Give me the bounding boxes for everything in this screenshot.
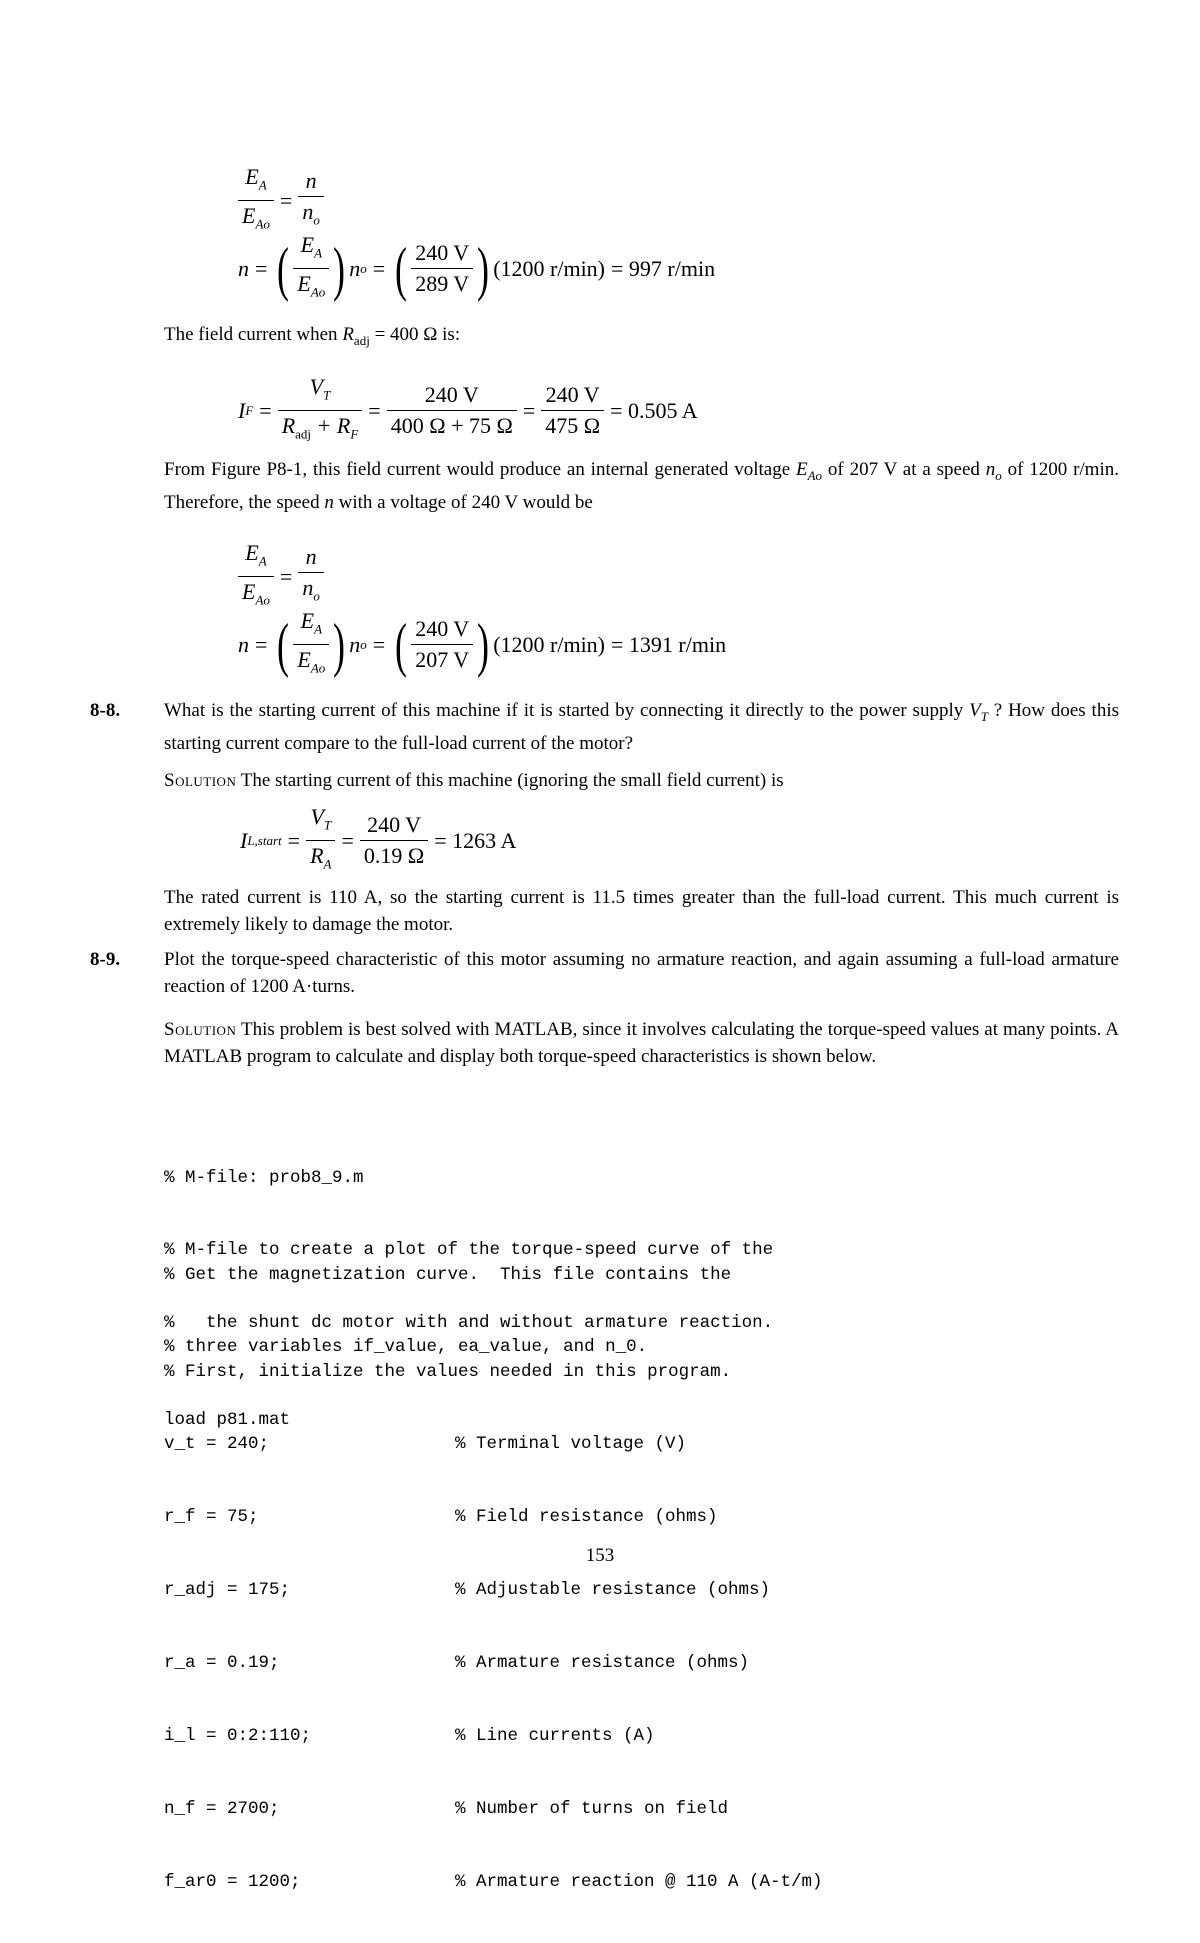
equation-ratio-2: $\frac{E_A}{E_{Ao}}$ = $\frac{n}{n_o}$ xyxy=(238,538,324,616)
problem-8-9-solution: Solution This problem is best solved with MATLAB, since it involves calculating the torque-speed values at many points. A MATLAB program to calculate and display both torque-speed characteristics is shown below. xyxy=(164,1019,1119,1067)
field-current-sentence: The field current when $R_{adj} = 400$ Ω is: xyxy=(164,324,461,348)
equation-ratio-1: $\frac{E_A}{E_{Ao}}$ = $\frac{n}{n_o}$ xyxy=(238,162,324,240)
problem-8-8-question: What is the starting current of this machine if it is started by connecting it directly to the power supply $V_T$ ? How does this starting current compare to the full-load current of the motor? xyxy=(164,700,1120,754)
solution-label: Solution xyxy=(164,770,237,791)
code-assignment-row: f_ar0 = 1200; % Armature reaction @ 110 A (A-t/m) xyxy=(164,1871,823,1892)
problem-8-8-solution: Solution The starting current of this machine (ignoring the small field current) is xyxy=(164,770,784,791)
problem-number-8-8: 8-8. xyxy=(90,700,121,721)
code-line: load p81.mat xyxy=(164,1410,291,1431)
problem-8-9-question: Plot the torque-speed characteristic of this motor assuming no armature reaction, and again assuming a full-load armature reaction of 1200 A·turns. xyxy=(164,949,1119,997)
problem-number-8-9: 8-9. xyxy=(90,949,121,970)
equation-starting-current: I L,start = $\frac{V_T}{R_A}$ = $\frac{240 V}{0.19 \Omega}$ = 1263 A xyxy=(240,804,517,872)
equation-speed-1391: n = ( $\frac{E_A}{E_{Ao}}$ ) n o = ( $\frac{240 V}{207 V}$ ) (1200 r/min) = 1391 r/min xyxy=(238,608,727,678)
code-line: % M-file to create a plot of the torque-speed curve of the xyxy=(164,1240,774,1261)
equation-speed-997: n = ( $\frac{E_A}{E_{Ao}}$ ) n o = ( $\frac{240 V}{289 V}$ ) (1200 r/min) = 997 r/min xyxy=(238,232,716,302)
matlab-code-block-3 xyxy=(164,1311,1164,1943)
code-line: % First, initialize the values needed in this program. xyxy=(164,1361,732,1382)
code-line: % the shunt dc motor with and without armature reaction. xyxy=(164,1313,774,1334)
code-assignment-row: r_a = 0.19; % Armature resistance (ohms) xyxy=(164,1653,750,1674)
page-number: 153 xyxy=(585,1545,615,1566)
paragraph-figure-p8-1: From Figure P8-1, this field current would produce an internal generated voltage $E_{Ao}$ of 207 V at a speed $n_o$ of 1200 r/min. Therefore, the speed n with a voltage of 240 V would be xyxy=(164,459,1119,513)
code-line: % three variables if_value, ea_value, and n_0. xyxy=(164,1337,648,1358)
code-line: % M-file: prob8_9.m xyxy=(164,1167,364,1188)
code-assignment-row: v_t = 240; % Terminal voltage (V) xyxy=(164,1434,687,1455)
problem-8-8-conclusion: The rated current is 110 A, so the starting current is 11.5 times greater than the full-load current. This much current is extremely likely to damage the motor. xyxy=(164,887,1119,935)
code-assignment-row: i_l = 0:2:110; % Line currents (A) xyxy=(164,1726,655,1747)
code-assignment-row: r_f = 75; % Field resistance (ohms) xyxy=(164,1507,718,1528)
solution-label: Solution xyxy=(164,1019,237,1040)
code-line: % Get the magnetization curve. This file contains the xyxy=(164,1264,732,1285)
code-assignment-row: n_f = 2700; % Number of turns on field xyxy=(164,1798,729,1819)
code-assignment-row: r_adj = 175; % Adjustable resistance (ohms) xyxy=(164,1580,771,1601)
equation-field-current: I F = $\frac{V_T}{R_{adj} + R_F}$ = $\frac{240 V}{400 \Omega + 75 \Omega}$ = $\frac{240 V}{475 \Omega}$ = 0.505 A xyxy=(238,374,698,442)
